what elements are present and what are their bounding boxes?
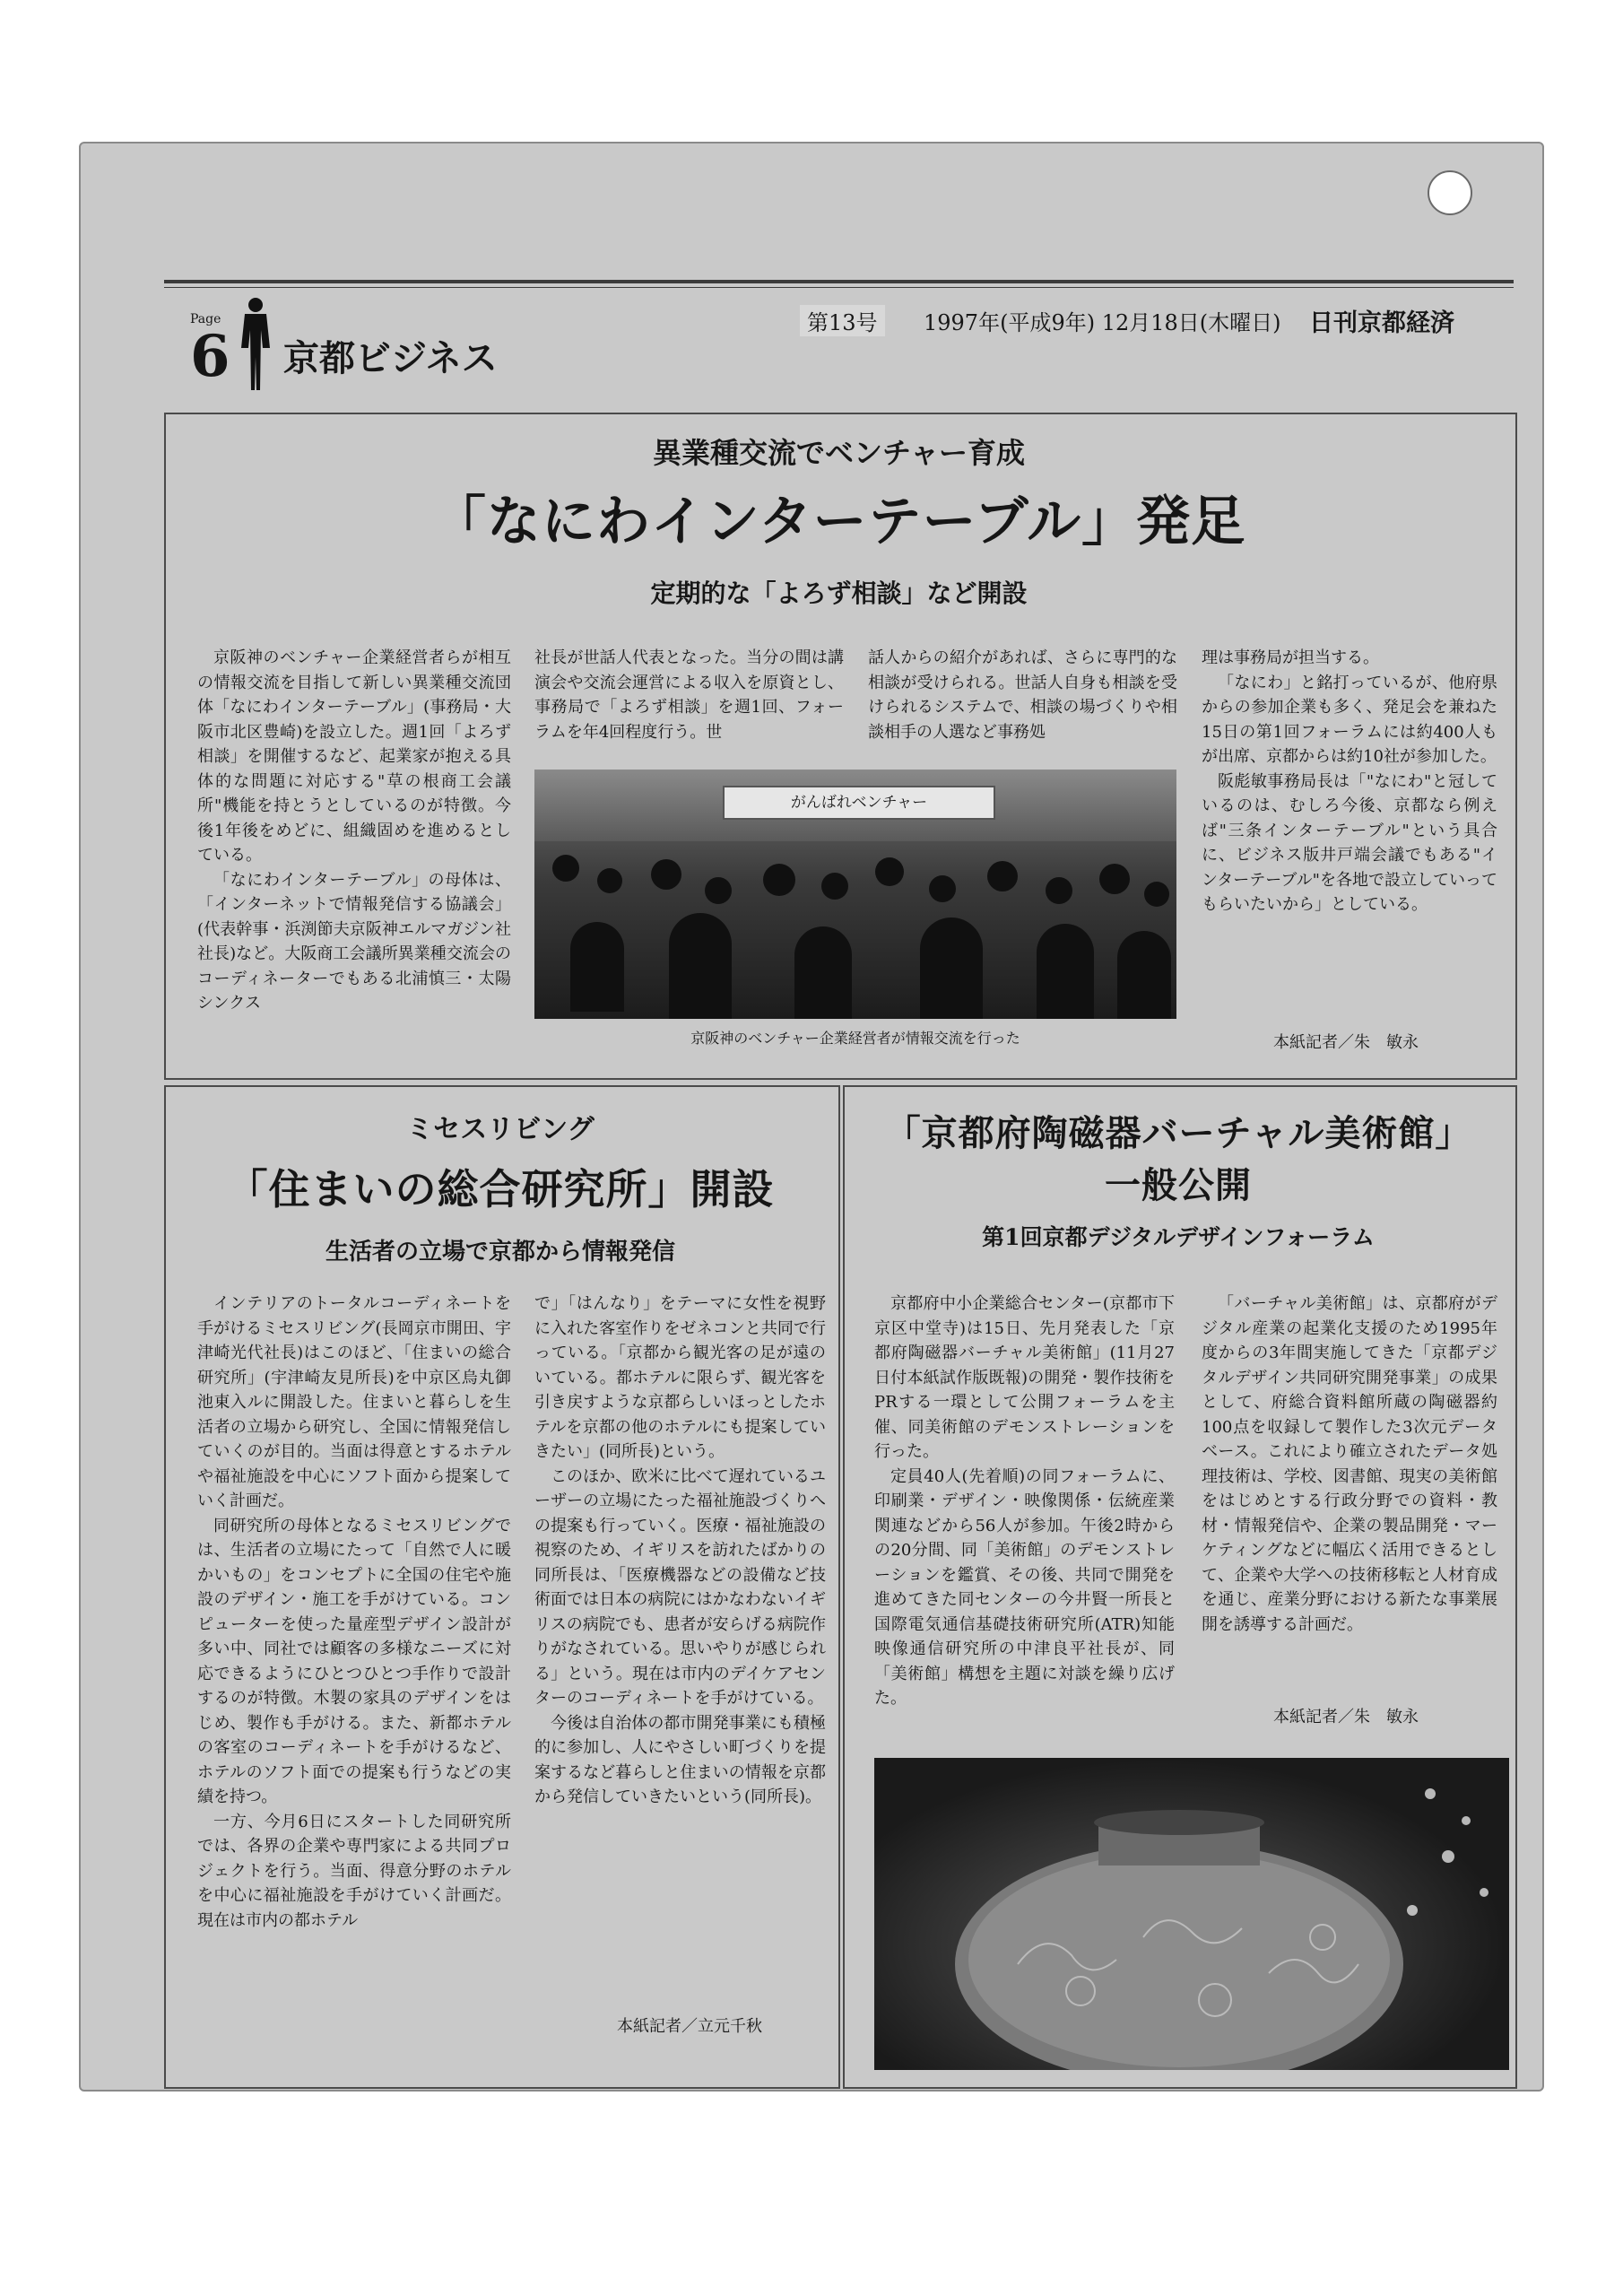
article-naniwa-subheadline: 定期的な「よろず相談」など開設 [650, 578, 1028, 608]
ceramic-vase-photo [874, 1758, 1509, 2070]
paper-name: 日刊京都経済 [1309, 309, 1454, 337]
section-title: 京都ビジネス [283, 338, 498, 379]
page-label: Page [190, 312, 221, 326]
paragraph: 「なにわインターテーブル」の母体は、「インターネットで情報発信する協議会」(代表幹事・浜渕節夫京阪神エルマガジン社社長)など。大阪商工会議所異業種交流会のコーディネーターでもある北浦慎三・太陽シンクス [197, 870, 511, 1013]
photo-banner-text: がんばれベンチャー [723, 786, 995, 820]
article-naniwa-byline: 本紙記者／朱 敏永 [1273, 1033, 1419, 1052]
paragraph: 阪彪敏事務局長は「"なにわ"と冠しているのは、むしろ今後、京都なら例えば"三条インターテーブル"という具合に、ビジネス版井戸端会議でもある"インターテーブル"を各地で設立していってもらいたいから」としている。 [1202, 771, 1497, 914]
article-museum-headline-1: 「京都府陶磁器バーチャル美術館」 [884, 1112, 1472, 1154]
paragraph: 社長が世話人代表となった。当分の間は講演会や交流会運営による収入を原資とし、事務局で「よろず相談」を週1回、フォーラムを年4回程度行う。世 [534, 648, 844, 742]
article-museum-subheadline: 第1回京都デジタルデザインフォーラム [982, 1224, 1375, 1250]
article-naniwa-column-2 [534, 646, 844, 744]
paragraph: このほか、欧米に比べて遅れているユーザーの立場にたった福祉施設づくりへの提案も行っていく。医療・福祉施設の視察のため、イギリスを訪れたばかりの同所長は、「医療機器などの設備など技術面では日本の病院にはかなわないイギリスの病院でも、患者が安らげる病院作りがなされている。思いやりが感じられる」という。現在は市内のデイケアセンターのコーディネートを手がけている。 [534, 1466, 826, 1708]
mascot-figure-icon [240, 296, 271, 395]
photo-caption: 京阪神のベンチャー企業経営者が情報交流を行った [690, 1030, 1020, 1047]
paragraph: 一方、今月6日にスタートした同研究所では、各界の企業や専門家による共同プロジェクトを行う。当面、得意分野のホテルを中心に福祉施設を手がけていく計画だ。現在は市内の都ホテル [197, 1812, 511, 1930]
paragraph: 京都府中小企業総合センター(京都市下京区中堂寺)は15日、先月発表した「京都府陶磁器バーチャル美術館」(11月27日付本紙試作版既報)の開発・製作技術をPRする一環として公開フォーラムを主催、同美術館のデモンストレーションを行った。 [874, 1294, 1175, 1461]
article-museum-headline-2: 一般公開 [1105, 1164, 1252, 1206]
article-sumai-headline: 「住まいの総合研究所」開設 [226, 1165, 775, 1213]
paragraph: 理は事務局が担当する。 [1202, 648, 1379, 667]
article-naniwa-kicker: 異業種交流でベンチャー育成 [652, 436, 1026, 470]
article-museum-byline: 本紙記者／朱 敏永 [1273, 1708, 1419, 1726]
article-sumai-byline: 本紙記者／立元千秋 [617, 2017, 762, 2036]
article-sumai-subheadline: 生活者の立場で京都から情報発信 [325, 1239, 675, 1265]
article-sumai-column-2 [534, 1292, 826, 1810]
paragraph: 今後は自治体の都市開発事業にも積極的に参加し、人にやさしい町づくりを提案するなど暮らしと住まいの情報を京都から発信していきたいという(同所長)。 [534, 1713, 826, 1806]
article-naniwa-column-1 [197, 646, 511, 1016]
vase-icon [874, 1758, 1509, 2070]
paragraph: 定員40人(先着順)の同フォーラムに、印刷業・デザイン・映像関係・伝統産業関連などから56人が参加。午後2時からの20分間、同「美術館」のデモンストレーションを鑑賞、その後、共同で開発を進めてきた同センターの今井賢一所長と国際電気通信基礎技術研究所(ATR)知能映像通信研究所の中津良平社長が、同「美術館」構想を主題に対談を繰り広げた。 [874, 1466, 1175, 1708]
paragraph: 「なにわ」と銘打っているが、他府県からの参加企業も多く、発足会を兼ねた15日の第1回フォーラムには約400人もが出席、京都からは約10社が参加した。 [1202, 673, 1497, 766]
header-rule-thin [164, 287, 1514, 288]
article-naniwa-headline: 「なにわインターテーブル」発足 [431, 491, 1246, 553]
issue-label: 第13号 [800, 305, 885, 336]
article-museum-column-1 [874, 1292, 1175, 1711]
paragraph: インテリアのトータルコーディネートを手がけるミセスリビング(長岡京市開田、宇津崎光代社長)はこのほど、「住まいの総合研究所」(宇津崎友見所長)を中京区烏丸御池東入ルに開設した。住まいと暮らしを生活者の立場から研究し、全国に情報発信していくのが目的。当面は得意とするホテルや福祉施設を中心にソフト面から提案していく計画だ。 [197, 1294, 511, 1510]
article-naniwa-column-4 [1202, 646, 1497, 918]
paragraph: 京阪神のベンチャー企業経営者らが相互の情報交流を目指して新しい異業種交流団体「なにわインターテーブル」(事務局・大阪市北区豊崎)を設立した。週1回「よろず相談」を開催するなど、起業家が抱える具体的な問題に対応する"草の根商工会議所"機能を持とうとしているのが特徴。今後1年後をめどに、組織固めを進めるとしている。 [197, 648, 511, 865]
punch-hole [1428, 170, 1472, 215]
article-sumai-kicker: ミセスリビング [406, 1114, 595, 1145]
header-rule-top [164, 280, 1514, 283]
venture-meeting-photo [534, 770, 1176, 1019]
paragraph: 「バーチャル美術館」は、京都府がデジタル産業の起業化支援のため1995年度からの3年間実施してきた「京都デジタルデザイン共同研究開発事業」の成果として、府総合資料館所蔵の陶磁器約100点を収録して製作した3次元データベース。これにより確立されたデータ処理技術は、学校、図書館、現実の美術館をはじめとする行政分野での資料・教材・情報発信や、企業の製品開発・マーケティングなどに幅広く活用できるとして、企業や大学への技術移転と人材育成を通じ、産業分野における新たな事業展開を誘導する計画だ。 [1202, 1294, 1497, 1634]
paragraph: 話人からの紹介があれば、さらに専門的な相談が受けられる。世話人自身も相談を受けられるシステムで、相談の場づくりや相談相手の人選など事務処 [868, 648, 1177, 742]
issue-date: 1997年(平成9年) 12月18日(木曜日) [924, 310, 1281, 335]
paragraph: で」「はんなり」をテーマに女性を視野に入れた客室作りをゼネコンと共同で行っている。「京都から観光客の足が遠のいている。都ホテルに限らず、観光客を引き戻すような京都らしいほっとしたホテルを京都の他のホテルにも提案していきたい」(同所長)という。 [534, 1294, 826, 1461]
page-number: 6 [190, 323, 230, 390]
paragraph: 同研究所の母体となるミセスリビングでは、生活者の立場にたって「自然で人に暖かいもの」をコンセプトに全国の住宅や施設のデザイン・施工を手がけている。コンピューターを使った量産型デザイン設計が多い中、同社では顧客の多様なニーズに対応できるようにひとつひとつ手作りで設計するのが特徴。木製の家具のデザインをはじめ、製作も手がける。また、新都ホテルの客室のコーディネートを手がけるなど、ホテルのソフト面での提案も行うなどの実績を持つ。 [197, 1516, 511, 1806]
article-sumai-column-1 [197, 1292, 511, 1933]
article-naniwa-column-3 [868, 646, 1177, 744]
article-museum-column-2 [1202, 1292, 1497, 1637]
